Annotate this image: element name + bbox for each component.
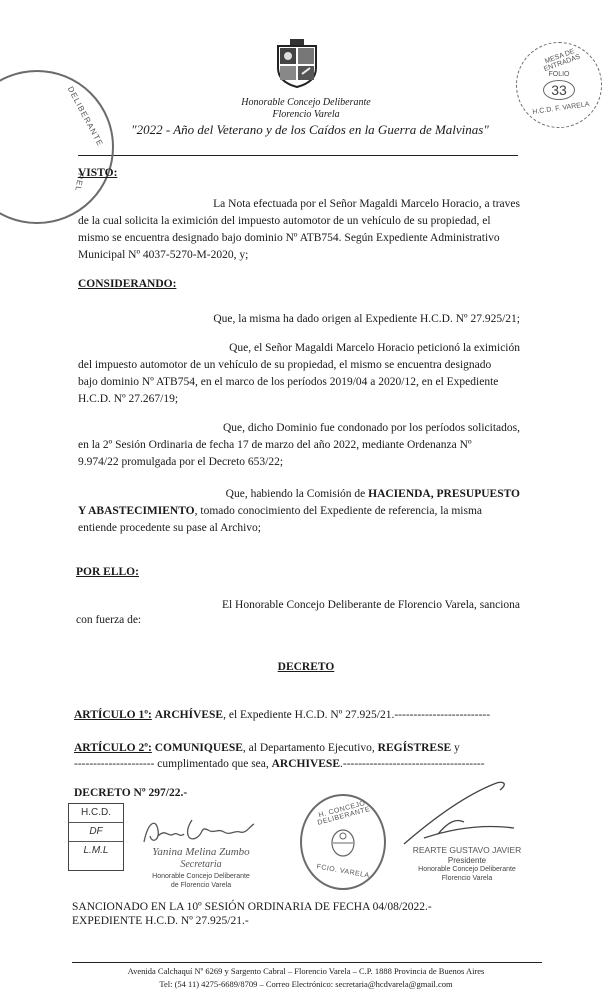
hcd-round-seal — [300, 794, 386, 890]
entry-stamp — [516, 42, 602, 128]
considerando-p4-line-1 — [150, 486, 520, 503]
left-edge-stamp — [0, 70, 114, 224]
article-2-line-2 — [74, 756, 520, 773]
president-name: REARTE GUSTAVO JAVIER — [412, 845, 522, 855]
article-1 — [74, 707, 524, 724]
visto-line-3: mismo se encuentra designado bajo dominio Nº ATB754. Según Expediente Administrativo — [78, 232, 500, 244]
considerando-p2-line-4: H.C.D. Nº 27.267/19; — [78, 393, 179, 405]
article-1-action: ARCHÍVESE — [154, 709, 224, 721]
hcd-box-line-1: H.C.D. — [69, 804, 123, 823]
por-ello-line-1: El Honorable Concejo Deliberante de Florencio Varela, sanciona — [221, 599, 520, 611]
visto-line-4: Municipal Nº 4037-5270-M-2020, y; — [78, 249, 249, 261]
considerando-p2-line-3: bajo dominio Nº ATB754, en el marco de los períodos 2019/04 a 2020/12, en el Expediente — [78, 376, 499, 388]
sanction-line-1: SANCIONADO EN LA 10º SESIÓN ORDINARIA DE FECHA 04/08/2022.- — [72, 901, 432, 913]
decreto-number: DECRETO Nº 297/22.- — [74, 787, 188, 799]
president-title: Presidente — [447, 856, 487, 865]
entry-stamp-number: 33 — [543, 80, 575, 100]
seal-emblem-icon — [330, 828, 356, 858]
p4-committee-name: HACIENDA, PRESUPUESTO — [368, 488, 520, 500]
article-2-line2-action: ARCHIVESE — [271, 758, 341, 770]
entry-stamp-folio-label: FOLIO — [548, 71, 570, 78]
article-2-action-2: REGÍSTRESE — [377, 742, 452, 754]
article-1-text: , el Expediente H.C.D. Nº 27.925/21.------------------------- — [223, 709, 491, 721]
header-org-name: Honorable Concejo Deliberante — [241, 97, 371, 108]
header-city: Florencio Varela — [272, 109, 340, 120]
article-2-label: ARTÍCULO 2º: — [74, 742, 152, 754]
considerando-p4-line-3: entiende procedente su pase al Archivo; — [78, 522, 261, 534]
secretary-caption-1: Honorable Concejo Deliberante — [152, 873, 250, 880]
article-2-text: , al Departamento Ejecutivo, — [242, 742, 378, 754]
article-2-line2-prefix: --------------------- cumplimentado que sea, — [74, 758, 272, 770]
visto-line-2: de la cual solicita la eximición del impuesto automotor de un vehículo de su propiedad, el — [78, 215, 491, 227]
entry-stamp-ring-text: MESA DE ENTRADAS — [543, 48, 582, 74]
round-seal-ring-text: H. CONCEJO DELIBERANTE — [316, 800, 371, 827]
considerando-p2-line-1: Que, el Señor Magaldi Marcelo Horacio peticionó la eximición — [229, 342, 520, 354]
hcd-initials-box — [68, 803, 124, 871]
p4-committee-name-cont: Y ABASTECIMIENTO — [78, 505, 195, 517]
president-caption-1: Honorable Concejo Deliberante — [418, 866, 516, 873]
visto-heading: VISTO: — [78, 167, 118, 179]
president-caption-2: Florencio Varela — [441, 875, 493, 882]
left-stamp-bottom: REL — [73, 172, 86, 193]
article-2-line-1 — [74, 740, 520, 757]
sanction-line-2: EXPEDIENTE H.C.D. Nº 27.925/21.- — [72, 915, 249, 927]
header-divider — [78, 155, 518, 156]
article-2-end: y — [451, 742, 460, 754]
considerando-p4-line-2 — [78, 503, 520, 520]
round-seal-bottom-text: FCIO. VARELA — [315, 863, 371, 880]
footer-divider — [72, 962, 542, 963]
considerando-p2-line-2: del impuesto automotor de un vehículo de su propiedad, el mismo se encuentra designado — [78, 359, 492, 371]
considerando-p3-line-2: en la 2º Sesión Ordinaria de fecha 17 de marzo del año 2022, mediante Ordenanza Nº — [78, 439, 472, 451]
considerando-heading: CONSIDERANDO: — [78, 278, 177, 290]
article-1-label: ARTÍCULO 1º: — [74, 709, 152, 721]
por-ello-heading: POR ELLO: — [76, 566, 139, 578]
considerando-p3-line-1: Que, dicho Dominio fue condonado por los períodos solicitados, — [222, 422, 520, 434]
article-2-line2-suffix: .------------------------------------- — [340, 758, 485, 770]
secretary-caption-2: de Florencio Varela — [170, 882, 232, 889]
hcd-box-line-3: L.M.L — [83, 845, 109, 856]
por-ello-line-2: con fuerza de: — [76, 614, 142, 626]
left-stamp-text: DELIBERANTE — [65, 84, 105, 149]
hcd-box-line-2: DF — [69, 823, 123, 842]
article-2-action-1: COMUNIQUESE — [154, 742, 243, 754]
secretary-name: Yanina Melina Zumbo — [152, 846, 250, 858]
year-motto: "2022 - Año del Veterano y de los Caídos en la Guerra de Malvinas" — [131, 122, 489, 137]
visto-line-1: La Nota efectuada por el Señor Magaldi Marcelo Horacio, a traves — [213, 198, 520, 210]
p4-line2-rest: , tomado conocimiento del Expediente de referencia, la misma — [194, 505, 483, 517]
president-signature-icon — [394, 778, 526, 850]
entry-stamp-bottom-text: H.C.D. F. VARELA — [532, 101, 590, 116]
considerando-p3-line-3: 9.974/22 promulgada por el Decreto 653/22; — [78, 456, 284, 468]
footer-contact: Tel: (54 11) 4275-6689/8709 – Correo Electrónico: secretaria@hcdvarela@gmail.com — [159, 979, 453, 989]
considerando-p1: Que, la misma ha dado origen al Expediente H.C.D. Nº 27.925/21; — [213, 313, 520, 325]
footer-address: Avenida Calchaquí Nº 6269 y Sargento Cabral – Florencio Varela – C.P. 1888 Provincia de Buenos Aires — [127, 966, 485, 976]
p4-prefix: Que, habiendo la Comisión de — [225, 488, 369, 500]
secretary-title: Secretaria — [180, 859, 222, 870]
decreto-title: DECRETO — [277, 661, 335, 673]
crest-emblem-icon — [272, 38, 322, 88]
